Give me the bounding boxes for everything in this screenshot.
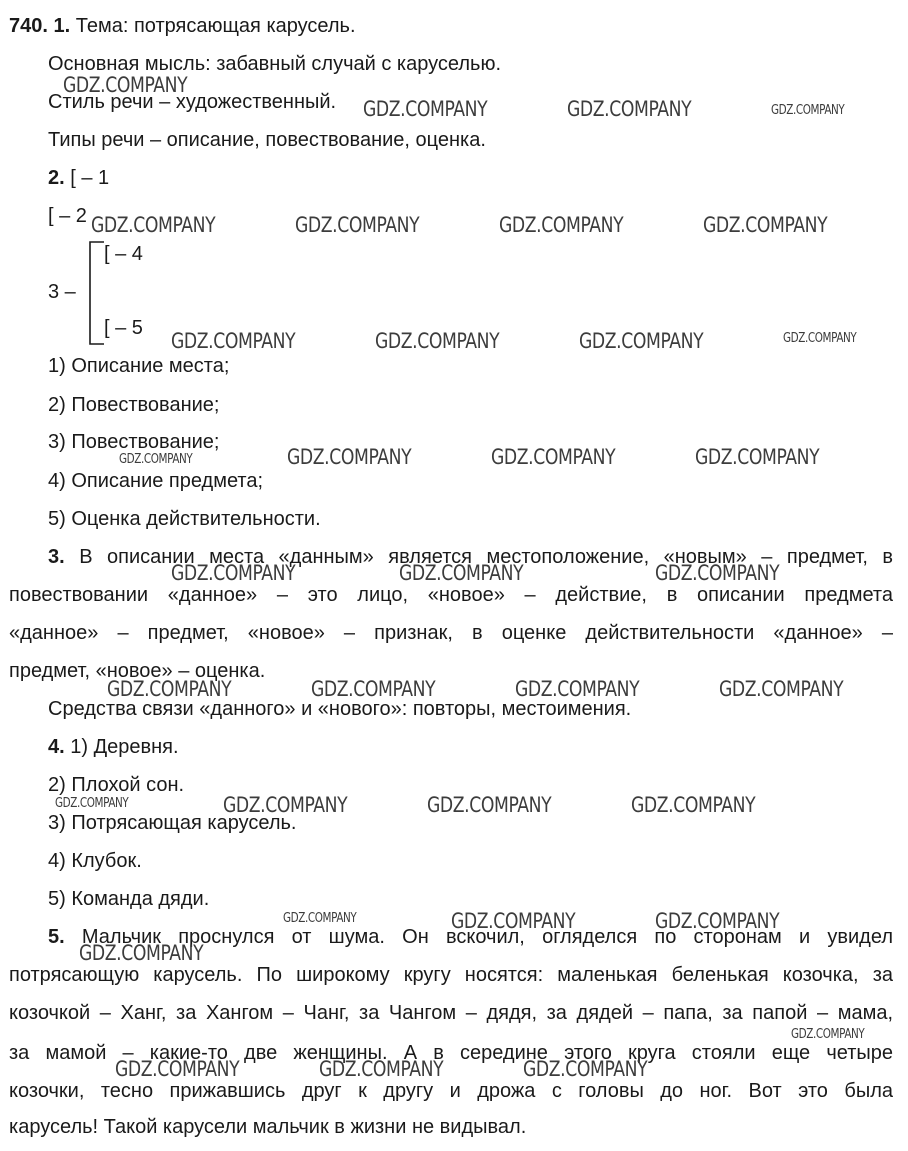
watermark: GDZ.COMPANY [719, 677, 844, 701]
scheme-line-1: [ – 1 [70, 167, 110, 189]
speech-types: Типы речи – описание, повествование, оценка. [48, 129, 486, 151]
watermark: GDZ.COMPANY [631, 793, 756, 817]
list-item: 2) Повествование; [48, 394, 220, 416]
watermark: GDZ.COMPANY [223, 793, 348, 817]
watermark: GDZ.COMPANY [499, 213, 624, 237]
task-4-header [48, 735, 179, 759]
task-5-line-1: 5. Мальчик проснулся от шума. Он вскочил, огляделся по сторонам и увидел [48, 926, 893, 948]
watermark: GDZ.COMPANY [491, 445, 616, 469]
scheme-bracket [86, 240, 106, 346]
list-item: 5) Команда дяди. [48, 888, 210, 910]
task-5-line-2: потрясающую карусель. По широкому кругу носятся: маленькая беленькая козочка, за [9, 964, 893, 986]
task-1-theme [9, 14, 356, 38]
watermark: GDZ.COMPANY [311, 677, 436, 701]
list-item: 2) Плохой сон. [48, 774, 185, 796]
task-1-number: 1. [53, 15, 71, 37]
connection-means: Средства связи «данного» и «нового»: повторы, местоимения. [48, 698, 632, 720]
watermark: GDZ.COMPANY [79, 941, 204, 965]
scheme-line-5: [ – 5 [104, 317, 143, 339]
watermark: GDZ.COMPANY [375, 329, 500, 353]
watermark: GDZ.COMPANY [115, 1057, 240, 1081]
list-item: 1) Описание места; [48, 355, 230, 377]
watermark: GDZ.COMPANY [107, 677, 232, 701]
list-item: 4) Клубок. [48, 850, 142, 872]
task-3-line-1: 3. В описании места «данным» является местоположение, «новым» – предмет, в [48, 546, 893, 568]
main-idea: Основная мысль: забавный случай с каруселью. [48, 53, 502, 75]
watermark: GDZ.COMPANY [295, 213, 420, 237]
watermark: GDZ.COMPANY [567, 97, 692, 121]
watermark: GDZ.COMPANY [119, 452, 193, 467]
task-2-number: 2. [48, 167, 65, 189]
exercise-number: 740. [9, 15, 48, 37]
task-5-line-3: козочкой – Ханг, за Хангом – Чанг, за Чангом – дядя, за дядей – папа, за папой – мама, [9, 1002, 893, 1024]
watermark: GDZ.COMPANY [55, 796, 129, 811]
watermark: GDZ.COMPANY [523, 1057, 648, 1081]
speech-style: Стиль речи – художественный. [48, 91, 337, 113]
watermark: GDZ.COMPANY [783, 331, 857, 346]
watermark: GDZ.COMPANY [695, 445, 820, 469]
watermark: GDZ.COMPANY [791, 1027, 865, 1042]
task-3-line-4: предмет, «новое» – оценка. [9, 660, 266, 682]
watermark: GDZ.COMPANY [451, 909, 576, 933]
watermark: GDZ.COMPANY [427, 793, 552, 817]
watermark: GDZ.COMPANY [579, 329, 704, 353]
watermark: GDZ.COMPANY [703, 213, 828, 237]
watermark: GDZ.COMPANY [63, 73, 188, 97]
task-4-number: 4. [48, 736, 65, 758]
theme-text: Тема: потрясающая карусель. [75, 15, 356, 37]
watermark: GDZ.COMPANY [171, 561, 296, 585]
watermark: GDZ.COMPANY [287, 445, 412, 469]
watermark: GDZ.COMPANY [91, 213, 216, 237]
scheme-line-2: [ – 2 [48, 205, 87, 227]
task-5-line-6: карусель! Такой карусели мальчик в жизни не видывал. [9, 1116, 527, 1138]
watermark: GDZ.COMPANY [515, 677, 640, 701]
watermark: GDZ.COMPANY [655, 909, 780, 933]
list-item: 3) Повествование; [48, 431, 220, 453]
task-3-line-3: «данное» – предмет, «новое» – признак, в оценке действительности «данное» – [9, 622, 893, 644]
list-item: 3) Потрясающая карусель. [48, 812, 297, 834]
task-3-number: 3. [48, 546, 65, 568]
list-item: 1) Деревня. [70, 736, 179, 758]
watermark: GDZ.COMPANY [319, 1057, 444, 1081]
watermark: GDZ.COMPANY [283, 911, 357, 926]
task-3-line-2: повествовании «данное» – это лицо, «новое» – действие, в описании предмета [9, 584, 893, 606]
watermark: GDZ.COMPANY [655, 561, 780, 585]
scheme-line-4: [ – 4 [104, 243, 143, 265]
watermark: GDZ.COMPANY [171, 329, 296, 353]
task-2-header [48, 166, 109, 190]
watermark: GDZ.COMPANY [363, 97, 488, 121]
scheme-line-3: 3 – [48, 281, 76, 303]
task-5-number: 5. [48, 926, 65, 948]
task-5-line-4: за мамой – какие-то две женщины. А в середине этого круга стояли еще четыре [9, 1042, 893, 1064]
task-5-line-5: козочки, тесно прижавшись друг к другу и дрожа с головы до ног. Вот это была [9, 1080, 893, 1102]
list-item: 5) Оценка действительности. [48, 508, 321, 530]
watermark: GDZ.COMPANY [771, 103, 845, 118]
list-item: 4) Описание предмета; [48, 470, 264, 492]
watermark: GDZ.COMPANY [399, 561, 524, 585]
